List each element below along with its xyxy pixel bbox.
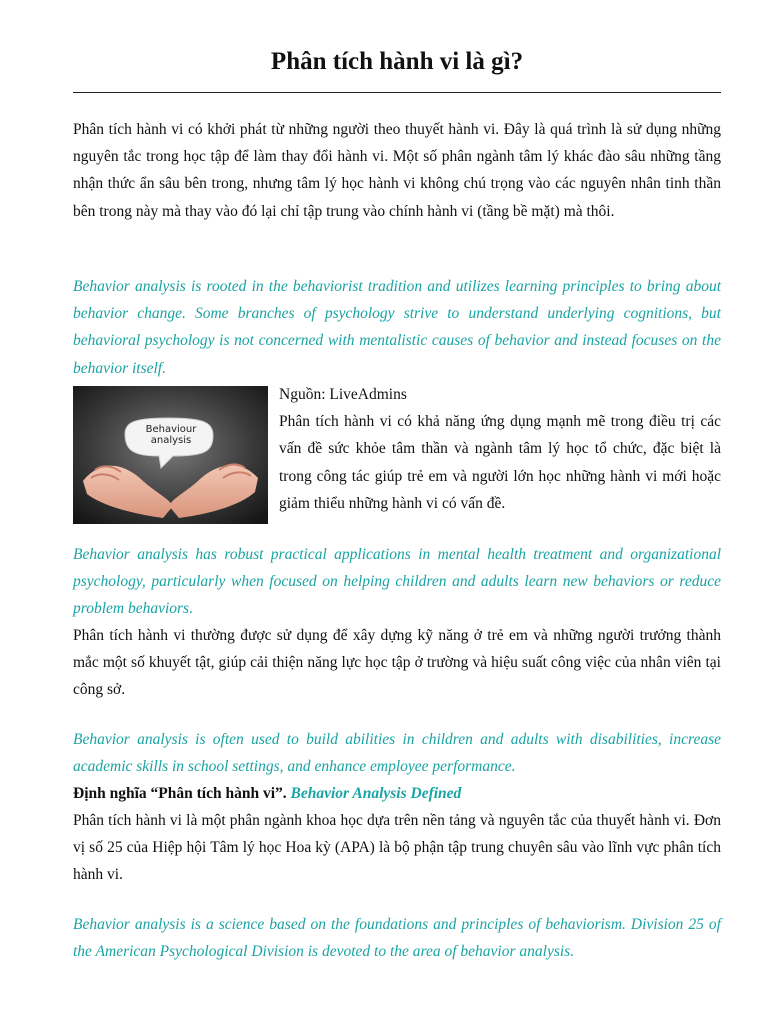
paragraph-vi-4: Phân tích hành vi là một phân ngành khoa học dựa trên nền tảng và nguyên tắc của thuyết hành vi. Đơn vị số 25 của Hiệp hội Tâm lý học Hoa kỳ (APA) là bộ phận tập trung chuyên sâu vào lĩnh vực phân tích hành vi. [73, 812, 721, 884]
behaviour-analysis-photo [73, 386, 268, 524]
speech-bubble-text: Behaviour analysis [145, 424, 197, 446]
page-title: Phân tích hành vi là gì? [270, 48, 524, 75]
title-divider [73, 92, 721, 93]
paragraph-en-2: Behavior analysis has robust practical applications in mental health treatment and organizational psychology, particularly when focused on helping children and adults learn new behaviors or reduce problem behaviors. [73, 546, 721, 618]
paragraph-vi-2: Phân tích hành vi có khả năng ứng dụng mạnh mẽ trong điều trị các vấn đề sức khỏe tâm thần và ngành tâm lý học tổ chức, đặc biệt là trong công tác giúp trẻ em và người lớn học những hành vi mới hoặc giảm thiểu những hành vi có vấn đề. [279, 413, 721, 512]
paragraph-en-1: Behavior analysis is rooted in the behaviorist tradition and utilizes learning principles to bring about behavior change. Some branches of psychology strive to understand underlying cognitions, but behavioral psychology is not concerned with mentalistic causes of behavior and instead focuses on the behavior itself. [73, 278, 721, 377]
definition-heading-en: Behavior Analysis Defined [290, 785, 462, 802]
paragraph-vi-1: Phân tích hành vi có khởi phát từ những người theo thuyết hành vi. Đây là quá trình là sử dụng những nguyên tắc trong học tập để làm thay đổi hành vi. Một số phân ngành tâm lý khác đào sâu những tầng nhận thức ẩn sâu bên trong, nhưng tâm lý học hành vi không chú trọng vào các nguyên nhân tinh thần bên trong này mà thay vào đó lại chỉ tập trung vào chính hành vi (tầng bề mặt) mà thôi. [73, 121, 721, 220]
paragraph-en-3: Behavior analysis is often used to build abilities in children and adults with disabilities, increase academic skills in school settings, and enhance employee performance. [73, 731, 721, 776]
paragraph-vi-3: Phân tích hành vi thường được sử dụng để xây dựng kỹ năng ở trẻ em và những người trưởng thành mắc một số khuyết tật, giúp cải thiện năng lực học tập ở trường và hiệu suất công việc của nhân viên tại công sở. [73, 627, 721, 699]
paragraph-en-4: Behavior analysis is a science based on the foundations and principles of behaviorism. Division 25 of the American Psychological Division is devoted to the area of behavior analysis. [73, 916, 721, 961]
definition-heading-vi: Định nghĩa “Phân tích hành vi”. [73, 785, 287, 802]
image-caption-block [279, 381, 721, 517]
definition-heading [73, 780, 721, 807]
image-source: Nguồn: LiveAdmins [279, 386, 407, 403]
